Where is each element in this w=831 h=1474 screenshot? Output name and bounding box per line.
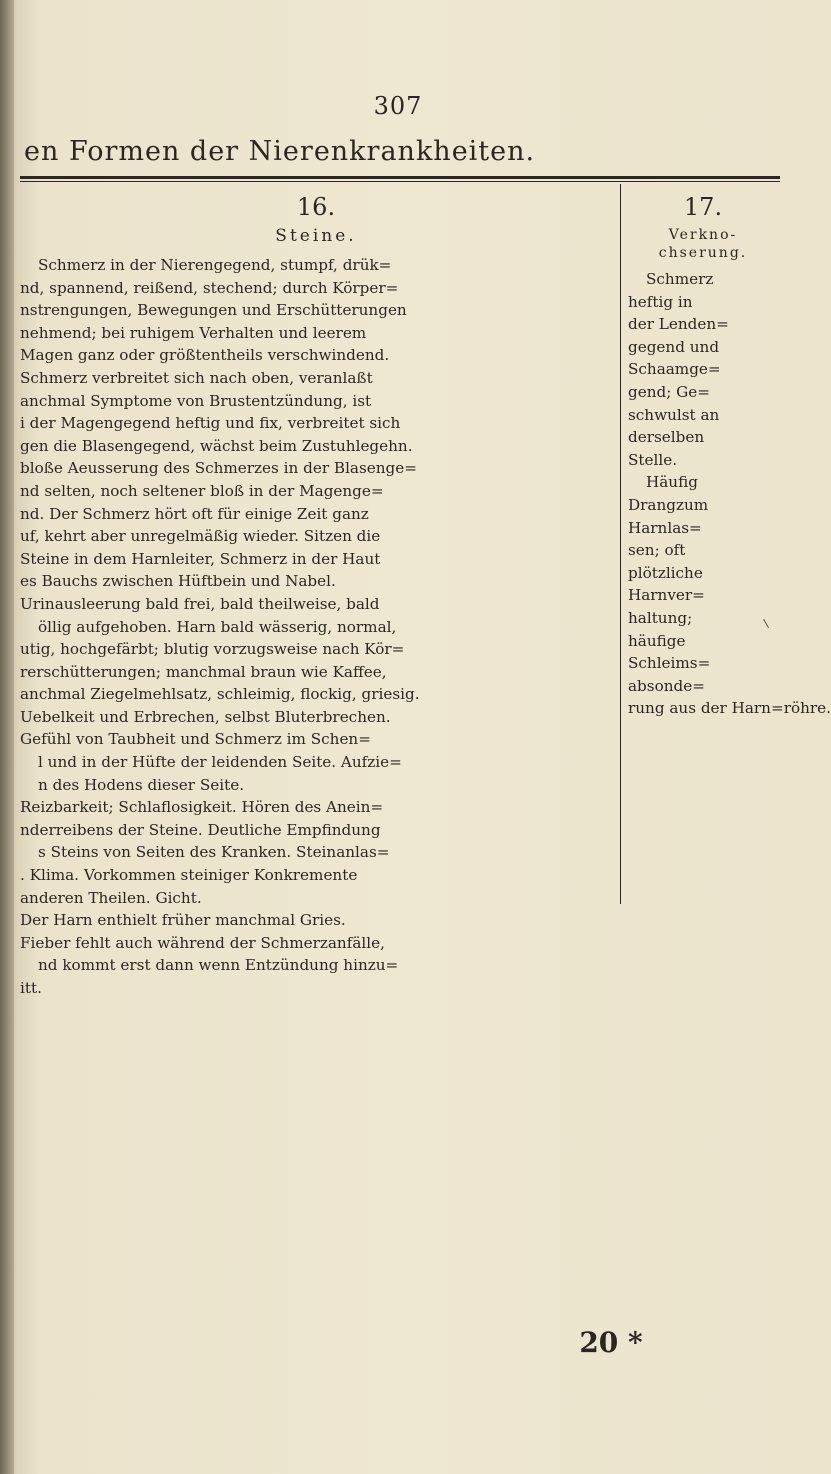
side-text-line: absonde= xyxy=(628,676,705,695)
text-line: s Steins von Seiten des Kranken. Steinanlas= xyxy=(38,843,390,862)
text-line: Uebelkeit und Erbrechen, selbst Bluterbrechen. xyxy=(20,707,391,726)
text-line: itt. xyxy=(20,979,42,997)
text-line: uf, kehrt aber unregelmäßig wieder. Sitzen die xyxy=(20,527,381,546)
main-column xyxy=(20,194,612,1000)
side-text-line: Harnver= xyxy=(628,586,705,605)
text-line: nd, spannend, reißend, stechend; durch Körper= xyxy=(20,278,399,297)
running-head: en Formen der Nierenkrankheiten. xyxy=(24,136,536,167)
side-column xyxy=(628,193,831,720)
text-line: l und in der Hüfte der leidenden Seite. Aufzie= xyxy=(38,753,402,772)
text-line: gen die Blasengegend, wächst beim Zustuhlegehn. xyxy=(20,436,413,455)
side-text-line: schwulst an xyxy=(628,405,720,424)
side-column-title xyxy=(628,226,778,262)
signature-mark: 20 * xyxy=(579,1326,643,1359)
main-column-text xyxy=(20,254,612,1000)
column-title: Steine. xyxy=(275,226,357,246)
text-line: Schmerz verbreitet sich nach oben, veranlaßt xyxy=(20,368,373,387)
text-line: Reizbarkeit; Schlaflosigkeit. Hören des Anein= xyxy=(20,798,384,817)
text-line: nehmend; bei ruhigem Verhalten und leerem xyxy=(20,323,367,342)
side-text-line: Drangzum xyxy=(628,495,709,514)
text-line: Steine in dem Harnleiter, Schmerz in der Haut xyxy=(20,549,381,568)
text-line: i der Magengegend heftig und fix, verbreitet sich xyxy=(20,414,401,433)
page-number: 307 xyxy=(373,92,423,120)
text-line: Magen ganz oder größtentheils verschwindend. xyxy=(20,346,390,365)
side-text-line: sen; oft xyxy=(628,541,686,560)
side-title-line: Verkno- xyxy=(668,227,738,243)
side-text-line: Schmerz xyxy=(646,270,714,288)
header-rule xyxy=(20,176,780,179)
text-line: rerschütterungen; manchmal braun wie Kaffee, xyxy=(20,662,387,681)
text-line: Gefühl von Taubheit und Schmerz im Schen= xyxy=(20,730,371,749)
side-column-text xyxy=(628,268,831,720)
header-rule-thin xyxy=(20,181,780,182)
side-text-line: Häufig xyxy=(646,473,698,492)
text-line: Urinausleerung bald frei, bald theilweise, bald xyxy=(20,594,380,613)
text-line: anderen Theilen. Gicht. xyxy=(20,888,202,907)
side-text-line: Schleims= xyxy=(628,654,711,673)
text-line: n des Hodens dieser Seite. xyxy=(38,775,245,794)
side-text-line: heftig in xyxy=(628,292,693,311)
column-number: 16. xyxy=(296,193,336,221)
text-line: es Bauchs zwischen Hüftbein und Nabel. xyxy=(20,572,336,591)
text-line: nderreibens der Steine. Deutliche Empfindung xyxy=(20,820,381,839)
text-line: anchmal Ziegelmehlsatz, schleimig, flockig, griesig. xyxy=(20,685,420,704)
column-divider xyxy=(620,184,621,904)
side-text-line: Stelle. xyxy=(628,450,678,469)
side-text-line: gegend und xyxy=(628,337,720,356)
text-line: bloße Aeusserung des Schmerzes in der Blasenge= xyxy=(20,459,417,478)
text-line: Schmerz in der Nierengegend, stumpf, drük= xyxy=(38,256,392,274)
side-title-line: chserung. xyxy=(658,245,748,261)
book-spine-shadow xyxy=(0,0,14,1474)
text-line: Der Harn enthielt früher manchmal Gries. xyxy=(20,911,346,930)
side-text-line: häufige xyxy=(628,631,686,650)
side-text-line: derselben xyxy=(628,428,705,447)
text-line: nd kommt erst dann wenn Entzündung hinzu= xyxy=(38,956,399,975)
side-text-line: gend; Ge= xyxy=(628,382,711,401)
text-line: nd. Der Schmerz hört oft für einige Zeit ganz xyxy=(20,504,369,523)
text-line: Fieber fehlt auch während der Schmerzanfälle, xyxy=(20,933,385,952)
side-text-line: haltung; xyxy=(628,608,693,627)
text-line: öllig aufgehoben. Harn bald wässerig, normal, xyxy=(38,617,397,636)
text-line: utig, hochgefärbt; blutig vorzugsweise nach Kör= xyxy=(20,640,405,659)
text-line: nd selten, noch seltener bloß in der Magenge= xyxy=(20,481,384,500)
side-text-line: plötzliche xyxy=(628,563,703,582)
text-line: anchmal Symptome von Brustentzündung, ist xyxy=(20,391,372,410)
side-text-line: rung aus der Harn=röhre. xyxy=(628,699,831,718)
side-text-line: Schaamge= xyxy=(628,360,721,379)
side-text-line: der Lenden= xyxy=(628,315,729,334)
side-text-line: Harnlas= xyxy=(628,518,702,537)
text-line: . Klima. Vorkommen steiniger Konkremente xyxy=(20,866,358,885)
side-column-number: 17. xyxy=(683,193,723,221)
text-line: nstrengungen, Bewegungen und Erschütterungen xyxy=(20,301,407,320)
